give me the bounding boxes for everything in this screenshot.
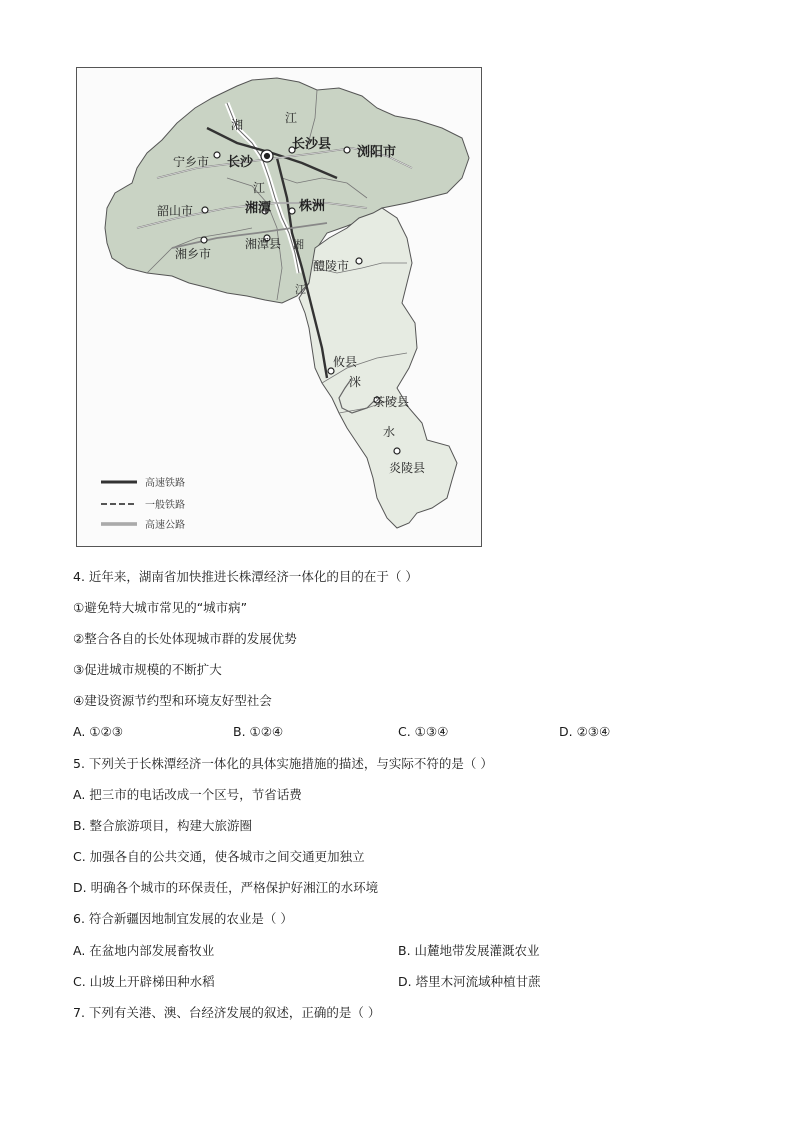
legend-expressway: 高速公路 — [145, 520, 185, 531]
label-xiang-river: 湘 — [293, 238, 304, 251]
question-5-option-b[interactable]: B. 整合旅游项目，构建大旅游圈 — [73, 818, 253, 833]
question-6-option-d[interactable]: D. 塔里木河流域种植甘蔗 — [398, 974, 541, 989]
map-figure — [76, 67, 482, 547]
label-shaoshan: 韶山市 — [157, 204, 194, 218]
question-5-option-a[interactable]: A. 把三市的电话改成一个区号，节省话费 — [73, 787, 302, 802]
label-xiang-top: 湘 — [231, 118, 244, 132]
question-4-option-b[interactable]: B. ①②④ — [233, 724, 284, 739]
question-4-item-3: ③促进城市规模的不断扩大 — [73, 662, 222, 677]
label-mi: 洣 — [349, 375, 362, 389]
question-6-option-c[interactable]: C. 山坡上开辟梯田种水稻 — [73, 974, 215, 989]
label-jiang-mid: 江 — [253, 181, 266, 195]
question-4-option-c[interactable]: C. ①③④ — [398, 724, 449, 739]
question-6-option-b[interactable]: B. 山麓地带发展灌溉农业 — [398, 943, 540, 958]
label-you: 攸县 — [333, 355, 358, 369]
label-xiangtan: 湘潭 — [245, 201, 272, 216]
label-xiangtan-xian: 湘潭县 — [245, 237, 282, 251]
label-xiangxiang: 湘乡市 — [175, 247, 212, 261]
question-7-stem: 7. 下列有关港、澳、台经济发展的叙述，正确的是（ ） — [73, 1005, 381, 1020]
label-changsha: 长沙 — [227, 155, 254, 170]
question-6-stem: 6. 符合新疆因地制宜发展的农业是（ ） — [73, 911, 293, 926]
question-4-item-1: ①避免特大城市常见的“城市病” — [73, 600, 248, 615]
map-svg — [77, 68, 480, 545]
label-changsha-xian: 长沙县 — [292, 137, 332, 152]
question-4-option-d[interactable]: D. ②③④ — [559, 724, 611, 739]
region-south — [299, 208, 457, 528]
question-4-item-2: ②整合各自的长处体现城市群的发展优势 — [73, 631, 297, 646]
question-5-option-d[interactable]: D. 明确各个城市的环保责任，严格保护好湘江的水环境 — [73, 880, 379, 895]
label-yanling: 炎陵县 — [389, 461, 426, 475]
label-shui: 水 — [383, 425, 396, 439]
question-6-option-a[interactable]: A. 在盆地内部发展畜牧业 — [73, 943, 215, 958]
label-liuyang: 浏阳市 — [357, 145, 397, 160]
label-liling: 醴陵市 — [313, 259, 350, 273]
legend-general-rail: 一般铁路 — [145, 500, 185, 511]
legend-high-speed-rail: 高速铁路 — [145, 478, 185, 489]
label-jiang-top: 江 — [285, 111, 298, 125]
map-legend — [101, 476, 185, 531]
question-5-option-c[interactable]: C. 加强各自的公共交通，使各城市之间交通更加独立 — [73, 849, 365, 864]
question-4-option-a[interactable]: A. ①②③ — [73, 724, 123, 739]
label-ningxiang: 宁乡市 — [173, 155, 210, 169]
label-jiang-river2: 江 — [295, 283, 306, 296]
question-5-stem: 5. 下列关于长株潭经济一体化的具体实施措施的描述，与实际不符的是（ ） — [73, 756, 493, 771]
label-zhuzhou: 株洲 — [299, 199, 326, 214]
label-chaling: 茶陵县 — [373, 395, 410, 409]
question-4-item-4: ④建设资源节约型和环境友好型社会 — [73, 693, 272, 708]
question-4-stem: 4. 近年来，湖南省加快推进长株潭经济一体化的目的在于（ ） — [73, 569, 418, 584]
